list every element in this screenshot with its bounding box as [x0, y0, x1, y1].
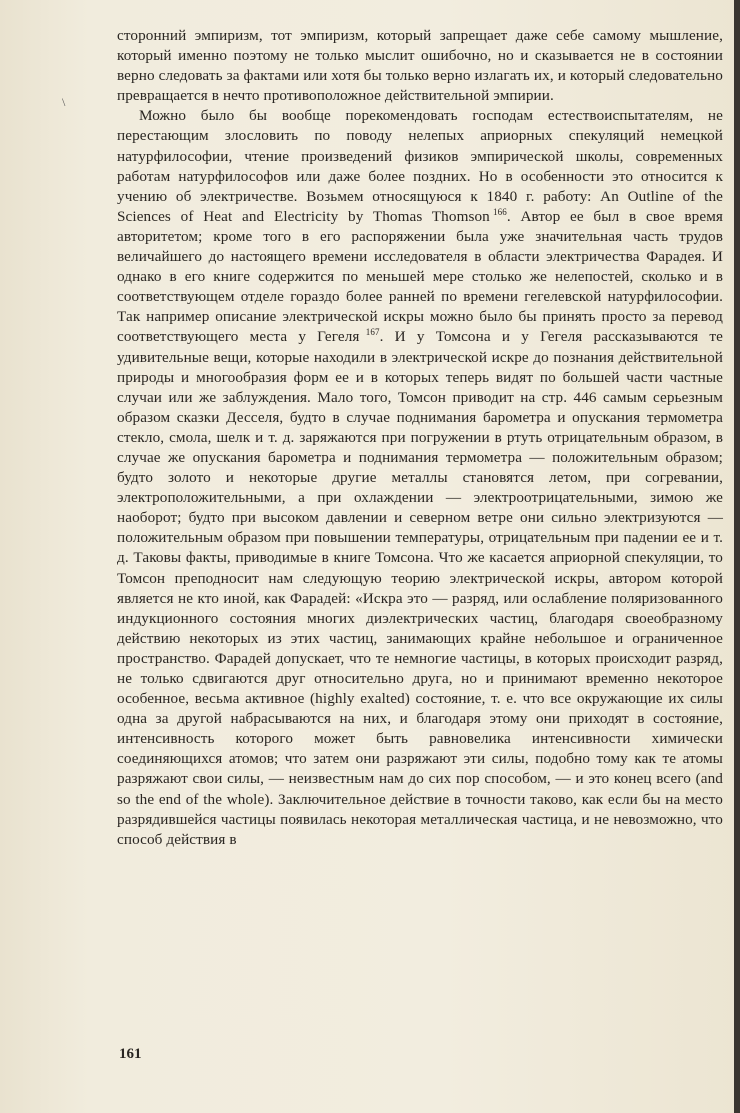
- footnote-ref-166: 166: [493, 206, 507, 217]
- body-text: [117, 26, 723, 850]
- margin-mark: \: [62, 95, 66, 109]
- paragraph-1: сторонний эмпиризм, тот эмпиризм, который запрещает даже себе самому мышление, который именно поэтому не только мыслит ошибочно, но и сказывается не в состоянии верно следовать за фактами или хотя бы только верно излагать их, и который следовательно превращается в нечто противоположное действительной эмпирии.: [117, 27, 723, 105]
- paragraph-2-start: Можно было бы вообще порекомендовать господам естествоиспытателям, не перестающим злословить по поводу нелепых априорных спекуляций немецкой натурфилософии, чтение произведений физиков эмпирической школы, современных работам натурфилософов или даже более поздних. Но в особенности это относится к учению об электричестве. Возьмем относящуюся к 1840 г. работу: An Outline of the Sciences of Heat and Electricity by Thomas Thomson: [117, 107, 723, 225]
- paragraph-2-middle: . Автор ее был в свое время авторитетом; кроме того в его распоряжении была уже значительная часть трудов величайшего до настоящего времени исследователя в области электричества Фарадея. И однако в его книге содержится по меньшей мере столько же нелепостей, сколько и в соответствующем отделе гораздо более ранней по времени гегелевской натурфилософии. Так например описание электрической искры можно было бы принять просто за перевод соответствующего места у Гегеля: [117, 207, 723, 346]
- page-number: 161: [119, 1046, 142, 1062]
- paragraph-2-end: . И у Томсона и у Гегеля рассказываются те удивительные вещи, которые находили в электрической искре до познания действительной природы и многообразия форм ее и в которых теперь видят по большей части частные случаи или же заблуждения. Мало того, Томсон приводит на стр. 446 самым серьезным образом сказки Десселя, будто в случае поднимания барометра и опускания термометра стекло, смола, шелк и т. д. заряжаются при погружении в ртуть отрицательным образом, в случае же опускания барометра и поднимания термометра — положительным образом; будто золото и некоторые другие металлы становятся летом, при согревании, электроположительными, а при охлаждении — электроотрицательными, зимою же наоборот; будто при высоком давлении и северном ветре они сильно электризуются — положительным образом при повышении температуры, отрицательным при падении ее и т. д. Таковы факты, приводимые в книге Томсона. Что же касается априорной спекуляции, то Томсон преподносит нам следующую теорию электрической искры, автором которой является не кто иной, как Фарадей: «Искра это — разряд, или ослабление поляризованного индукционного состояния многих диэлектрических частиц, благодаря своеобразному действию некоторых из этих частиц, занимающих крайне небольшое и ограниченное пространство. Фарадей допускает, что те немногие частицы, в которых происходит разряд, не только сдвигаются друг относительно друга, но и принимают временно некоторое особенное, весьма активное (highly exalted) состояние, т. е. что все окружающие их силы одна за другой набрасываются на них, и благодаря этому они приходят в состояние, интенсивность которого может быть равновелика интенсивности химически соединяющихся атомов; что затем они разряжают эти силы, подобно тому как те атомы разряжают свои силы, — неизвестным нам до сих пор способом, — и это конец всего (and so the end of the whole). Заключительное действие в точности таково, как если бы на место разрядившейся частицы появилась некоторая металлическая частица, и не невозможно, что способ действия в: [117, 328, 723, 848]
- page-edge-shadow: [734, 0, 740, 1113]
- footnote-ref-167: 167: [365, 327, 380, 338]
- paragraph-2: [117, 106, 723, 849]
